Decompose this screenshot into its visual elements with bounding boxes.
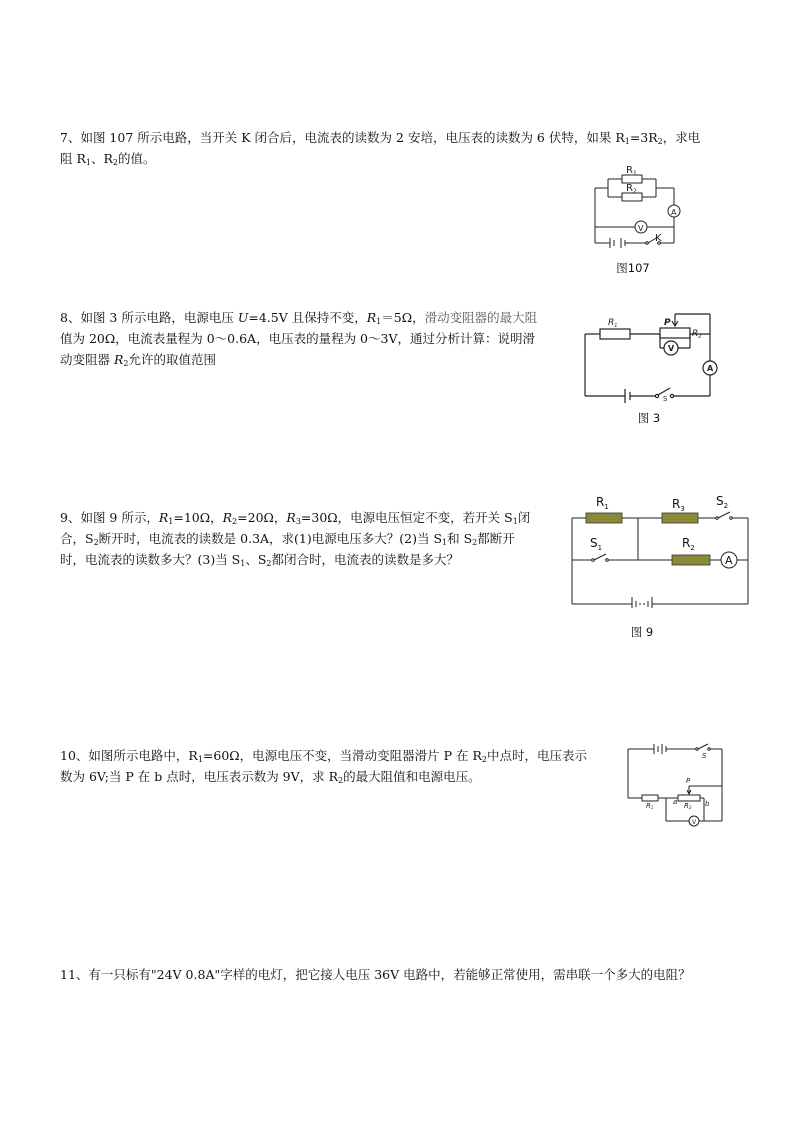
resistor-r3 — [662, 513, 698, 523]
q11-line-1: 11、有一只标有"24V 0.8A"字样的电灯，把它接人电压 36V 电路中，若能够正常使用，需串联一个多大的电阻？ — [60, 967, 691, 982]
label-a: a — [673, 798, 678, 806]
q8-line-2: 值为 20Ω，电流表量程为 0～0.6A，电压表的量程为 0～3V，通过分析计算：说明滑 — [60, 331, 535, 346]
question-9 — [60, 507, 530, 570]
label-r2: R2 — [684, 802, 692, 810]
caption-figure-9: 图 9 — [630, 625, 654, 639]
label-p: P — [664, 318, 671, 328]
label-ammeter: A — [725, 554, 733, 567]
label-r2: $R_2$ — [626, 183, 637, 195]
label-voltmeter: V — [668, 344, 675, 353]
circuit-figure-9 — [566, 492, 756, 608]
label-ammeter: A — [671, 208, 677, 217]
q9-line-1: 9、如图 9 所示，$R_1=10\Omega$，$R_2=20\Omega$，$R_3=30\Omega$，电源电压恒定不变，若开关 $S_1$闭 — [60, 510, 531, 526]
resistor-r1 — [600, 329, 630, 339]
label-switch-k: K — [655, 233, 662, 244]
question-11 — [60, 964, 691, 985]
q8-line-3: 动变阻器 $R_2$允许的取值范围 — [60, 352, 217, 368]
caption-figure-107: 图107 — [616, 261, 650, 275]
q10-line-2: 数为 6V;当 P 在 b 点时，电压表示数为 9V，求 $R_2$的最大阻值和电源电压。 — [60, 769, 481, 785]
label-r1: $R_1$ — [596, 495, 609, 511]
q10-line-1: 10、如图所示电路中，$R_1=60\Omega$，电源电压不变，当滑动变阻器滑片 P 在 $R_2$中点时，电压表示 — [60, 748, 588, 764]
resistor-r2 — [672, 555, 710, 565]
resistor-r1 — [586, 513, 622, 523]
question-10 — [60, 745, 587, 787]
q7-line-2: 阻 $R_1$、$R_2$的值。 — [60, 151, 156, 167]
q9-line-3: 时，电流表的读数多大？(3)当 $S_1$、$S_2$都闭合时，电流表的读数是多大？ — [60, 552, 460, 568]
label-voltmeter: V — [692, 819, 697, 826]
label-ammeter: A — [707, 364, 714, 373]
q7-line-1: 7、如图 107 所示电路，当开关 K 闭合后，电流表的读数为 2 安培，电压表的读数为 6 伏特，如果 $R_1=3R_2$，求电 — [60, 130, 701, 146]
label-r1: $R_1$ — [626, 165, 637, 177]
resistor-r1 — [642, 795, 658, 801]
label-b: b — [705, 800, 710, 808]
q8-line-1: 8、如图 3 所示电路，电源电压 U=4.5V 且保持不变，$R_1=5\Omega$，滑动变阻器的最大阻 — [60, 310, 538, 326]
label-voltmeter: V — [638, 224, 644, 233]
label-r2: $R_2$ — [682, 536, 695, 552]
label-p: P — [686, 777, 691, 785]
label-r1: R1 — [646, 802, 654, 810]
question-8 — [60, 307, 537, 370]
label-r2: $R_2$ — [692, 329, 702, 340]
label-s1: $S_1$ — [590, 536, 603, 552]
label-switch-s: S — [702, 752, 707, 760]
label-r1: $R_1$ — [608, 318, 618, 329]
rheostat-r2 — [660, 328, 690, 338]
caption-figure-3: 图 3 — [637, 411, 661, 425]
label-switch-s: S — [663, 395, 668, 403]
circuit-figure-10 — [622, 740, 728, 830]
rheostat-r2 — [678, 795, 700, 801]
label-r3: $R_3$ — [672, 497, 685, 513]
circuit-figure-3 — [580, 306, 725, 404]
q9-line-2: 合，$S_2$断开时，电流表的读数是 0.3A，求(1)电源电压多大？(2)当 $S_1$和 $S_2$都断开 — [60, 531, 515, 547]
label-s2: $S_2$ — [716, 494, 729, 510]
circuit-figure-107 — [588, 160, 688, 256]
